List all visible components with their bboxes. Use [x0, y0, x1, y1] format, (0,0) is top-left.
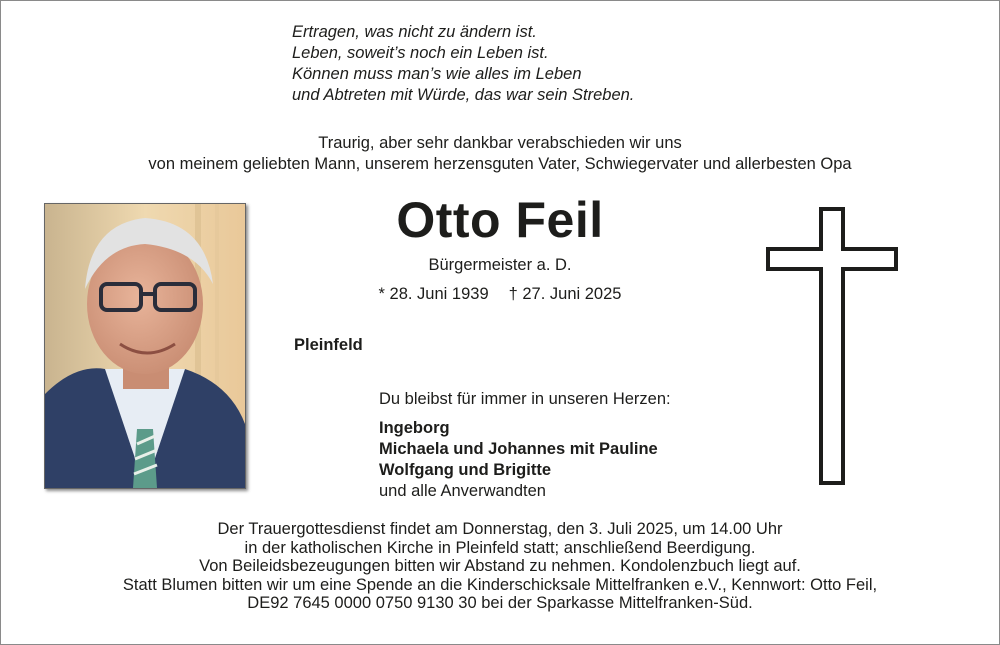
cross-icon [765, 207, 899, 487]
intro-line: von meinem geliebten Mann, unserem herzensguten Vater, Schwiegervater und allerbesten Opa [148, 155, 852, 173]
farewell-intro [0, 133, 1000, 175]
deceased-name: Otto Feil [396, 192, 604, 248]
hometown: Pleinfeld [294, 336, 363, 354]
death-date: † 27. Juni 2025 [508, 285, 622, 303]
other-relatives: und alle Anverwandten [379, 482, 546, 500]
poem-line: und Abtreten mit Würde, das war sein Streben. [292, 86, 635, 104]
service-details [0, 520, 1000, 613]
mourner-name: Michaela und Johannes mit Pauline [379, 440, 658, 458]
intro-line: Traurig, aber sehr dankbar verabschieden wir uns [318, 134, 682, 152]
portrait-photo [44, 203, 246, 489]
mourner-name: Ingeborg [379, 419, 450, 437]
poem-line: Ertragen, was nicht zu ändern ist. [292, 23, 537, 41]
service-line: in der katholischen Kirche in Pleinfeld statt; anschließend Beerdigung. [244, 538, 756, 557]
life-dates [250, 285, 750, 304]
memorial-poem [292, 22, 634, 106]
farewell-line: Du bleibst für immer in unseren Herzen: [379, 390, 671, 408]
poem-line: Können muss man’s wie alles im Leben [292, 65, 582, 83]
service-line: Statt Blumen bitten wir um eine Spende an die Kinderschicksale Mittelfranken e.V., Kennwort: Otto Feil, [122, 575, 878, 594]
service-line: Der Trauergottesdienst findet am Donnerstag, den 3. Juli 2025, um 14.00 Uhr [217, 520, 783, 538]
mourner-name: Wolfgang und Brigitte [379, 461, 552, 479]
service-line: DE92 7645 0000 0750 9130 30 bei der Sparkasse Mittelfranken-Süd. [247, 594, 753, 612]
birth-date: * 28. Juni 1939 [378, 285, 489, 303]
poem-line: Leben, soweit’s noch ein Leben ist. [292, 44, 549, 62]
mourners-list [379, 418, 658, 502]
deceased-title: Bürgermeister a. D. [428, 256, 572, 274]
service-line: Von Beileidsbezeugungen bitten wir Abstand zu nehmen. Kondolenzbuch liegt auf. [199, 557, 801, 575]
